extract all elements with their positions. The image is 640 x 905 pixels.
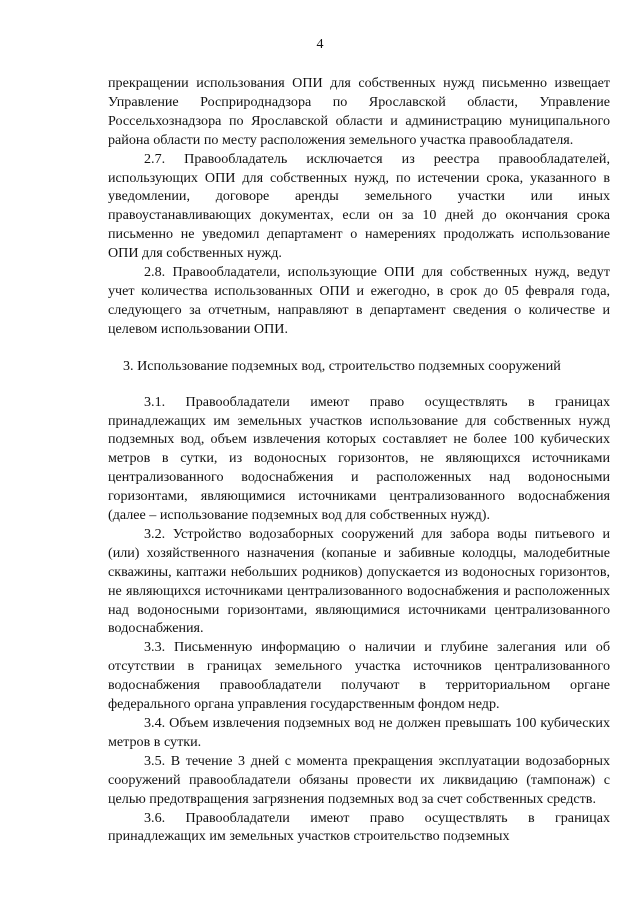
paragraph-2-8: 2.8. Правообладатели, использующие ОПИ для собственных нужд, ведут учет количества использованных ОПИ и ежегодно, в срок до 05 февраля года, следующего за отчетным, направляют в департамент сведения о количестве и целевом использовании ОПИ.: [108, 264, 610, 337]
page-number: 4: [316, 37, 324, 52]
paragraph-3-6: 3.6. Правообладатели имеют право осуществлять в границах принадлежащих им земельных участков строительство подземных: [108, 809, 610, 845]
paragraph-3-1: 3.1. Правообладатели имеют право осуществлять в границах принадлежащих им земельных участков использование для собственных нужд подземных вод, объем извлечения которых составляет не более 100 кубических метров в сутки, из водоносных горизонтов, не являющихся источниками централизованного водоснабжения и расположенных над водоносными горизонтами, являющимися источниками централизованного водоснабжения (далее – использование подземных вод для собственных нужд).: [108, 393, 610, 524]
paragraph-3-3: 3.3. Письменную информацию о наличии и глубине залегания или об отсутствии в границах земельного участка источников централизованного водоснабжения правообладатели получают в территориальном органе федерального органа управления государственным фондом недр.: [108, 639, 610, 713]
paragraph-3-4: 3.4. Объем извлечения подземных вод не должен превышать 100 кубических метров в сутки.: [108, 715, 610, 750]
paragraph-3-5: 3.5. В течение 3 дней с момента прекращения эксплуатации водозаборных сооружений правообладатели обязаны провести их ликвидацию (тампонаж) с целью предотвращения загрязнения подземных вод за счет собственных средств.: [108, 752, 610, 807]
section-heading: 3. Использование подземных вод, строительство подземных сооружений: [123, 357, 561, 374]
paragraph-3-2: 3.2. Устройство водозаборных сооружений для забора воды питьевого и (или) хозяйственного назначения (копаные и забивные колодцы, малодебитные скважины, каптажи небольших родников) допускается из водоносных горизонтов, не являющихся источниками централизованного водоснабжения и расположенных над водоносными горизонтами, являющимися источниками централизованного водоснабжения.: [108, 525, 610, 637]
document-body: [108, 74, 610, 846]
paragraph-continuation: прекращении использования ОПИ для собственных нужд письменно извещает Управление Росприроднадзора по Ярославской области, Управление Россельхознадзора по Ярославской области и администрацию муниципального района области по месту расположения земельного участка правообладателя.: [108, 75, 610, 148]
paragraph-2-7: 2.7. Правообладатель исключается из реестра правообладателей, использующих ОПИ для собственных нужд, по истечении срока, указанного в уведомлении, договоре аренды земельного участки или иных правоустанавливающих документах, если он за 10 дней до окончания срока письменно не уведомил департамент о намерениях продолжать использование ОПИ для собственных нужд.: [108, 150, 610, 262]
